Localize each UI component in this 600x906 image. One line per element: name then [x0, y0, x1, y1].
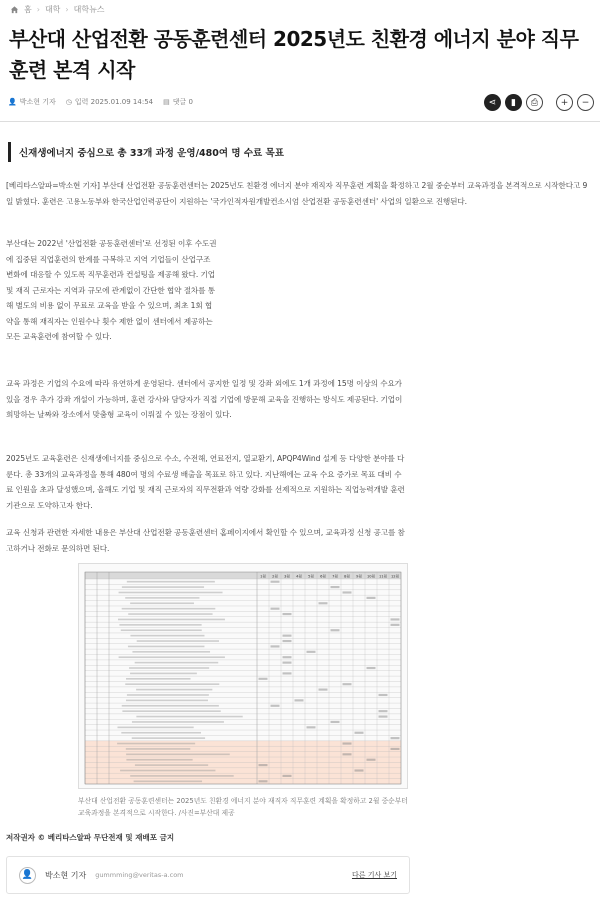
course-title-mark	[125, 683, 219, 685]
course-title-mark	[126, 759, 192, 761]
font-decrease-icon[interactable]: −	[577, 94, 594, 111]
article-paragraph: 교육 과정은 기업의 수요에 따라 유연하게 운영된다. 센터에서 공지한 일정 및 강좌 외에도 1개 과정에 15명 이상의 수요가 있을 경우 추가 강좌 개설이 가능하며, 훈련 강사와 담당자가 직접 기업에 방문해 교육을 진행하는 방식도 제공된다. 기업이 희망하는 날짜와 장소에서 맞춤형 교육이 이뤄질 수 있는 장점이 있다.	[6, 379, 403, 419]
meta-comments: 댓글 0	[172, 98, 193, 106]
breadcrumb	[10, 4, 105, 14]
course-title-mark	[132, 737, 205, 739]
more-articles-link[interactable]: 다른 기사 보기	[351, 871, 397, 879]
article-title: 부산대 산업전환 공동훈련센터 2025년도 친환경 에너지 분야 직무훈련 본격 시작	[9, 27, 579, 82]
course-title-mark	[130, 635, 204, 637]
schedule-cell	[355, 769, 364, 771]
course-title-mark	[126, 748, 190, 750]
schedule-cell	[259, 780, 268, 782]
course-title-mark	[121, 732, 201, 734]
schedule-cell	[331, 721, 340, 723]
course-title-mark	[125, 597, 199, 599]
schedule-cell	[295, 699, 304, 701]
article-paragraph: 교육 신청과 관련한 자세한 내용은 부산대 산업전환 공동훈련센터 홈페이지에서 확인할 수 있으며, 교육과정 신청 공고를 참고하거나 전화로 문의하면 된다.	[6, 528, 405, 553]
schedule-cell	[283, 656, 292, 658]
breadcrumb-subsection[interactable]: 대학뉴스	[73, 4, 105, 14]
image-caption: 부산대 산업전환 공동훈련센터는 2025년도 친환경 에너지 분야 재직자 직무훈련 계획을 확정하고 2월 중순부터 교육과정을 본격적으로 시작한다. /사진=부산대 제공	[78, 797, 408, 817]
schedule-cell	[283, 662, 292, 664]
course-title-mark	[122, 608, 216, 610]
clock-icon: ◷	[65, 98, 72, 106]
schedule-cell	[271, 705, 280, 707]
schedule-cell	[283, 775, 292, 777]
home-icon[interactable]	[10, 5, 19, 14]
course-title-mark	[134, 780, 202, 782]
course-title-mark	[121, 629, 202, 631]
schedule-cell	[331, 629, 340, 631]
article-paragraph: 부산대는 2022년 '산업전환 공동훈련센터'로 선정된 이후 수도권에 집중된 직업훈련의 한계를 극복하고 지역 기업들이 산업구조 변화에 대응할 수 있도록 직무훈련과 컨설팅을 제공해 왔다. 기업 및 재직 근로자는 지역과 규모에 관계없이 간단한 협약 절차를 통해 별도의 비용 없이 무료로 교육을 받을 수 있으며, 최초 1회 협약을 통해 재직자는 인원수나 횟수 제한 없이 센터에서 제공하는 모든 교육훈련에 참여할 수 있다.	[6, 239, 217, 341]
course-title-mark	[128, 646, 205, 648]
schedule-cell	[343, 683, 352, 685]
schedule-cell	[379, 715, 388, 717]
course-title-mark	[136, 689, 212, 691]
course-title-mark	[135, 662, 219, 664]
month-label: 11월	[378, 574, 388, 579]
schedule-cell	[343, 753, 352, 755]
month-label: 6월	[320, 574, 326, 579]
course-title-mark	[122, 710, 220, 712]
schedule-cell	[283, 635, 292, 637]
month-label: 1월	[260, 574, 266, 579]
schedule-cell	[307, 651, 316, 653]
course-title-mark	[118, 619, 225, 621]
schedule-cell	[343, 591, 352, 593]
month-label: 10월	[366, 574, 376, 579]
course-title-mark	[130, 673, 197, 675]
month-label: 9월	[356, 574, 362, 579]
month-label: 3월	[284, 574, 290, 579]
schedule-cell	[331, 586, 340, 588]
schedule-cell	[271, 581, 280, 583]
schedule-cell	[283, 672, 292, 674]
meta-author: 박소현 기자	[19, 98, 56, 106]
schedule-cell	[259, 678, 268, 680]
course-title-mark	[119, 592, 223, 594]
breadcrumb-home[interactable]: 홈	[24, 4, 32, 14]
course-title-mark	[120, 770, 215, 772]
course-title-mark	[130, 602, 194, 604]
course-title-mark	[122, 586, 204, 588]
article-meta	[8, 97, 193, 107]
training-schedule-table	[79, 564, 408, 789]
schedule-cell	[391, 748, 400, 750]
user-icon: 👤	[8, 98, 17, 106]
month-label: 5월	[308, 574, 314, 579]
course-title-mark	[128, 613, 212, 615]
schedule-cell	[355, 732, 364, 734]
article-toolbar	[484, 94, 594, 111]
author-email: gummming@veritas-a.com	[95, 871, 184, 879]
schedule-cell	[343, 742, 352, 744]
course-title-mark	[117, 727, 193, 729]
course-title-mark	[135, 764, 208, 766]
table-header	[85, 572, 401, 579]
schedule-cell	[271, 645, 280, 647]
schedule-cell	[319, 689, 328, 691]
month-label: 12월	[390, 574, 400, 579]
course-title-mark	[130, 775, 233, 777]
avatar-icon: 👤	[19, 867, 36, 884]
month-label: 8월	[344, 574, 350, 579]
print-icon[interactable]: ⎙	[526, 94, 543, 111]
breadcrumb-section[interactable]: 대학	[44, 4, 61, 14]
copyright-notice: 저작권자 © 베리타스알파 무단전재 및 재배포 금지	[6, 833, 175, 842]
course-title-mark	[119, 624, 201, 626]
schedule-cell	[367, 759, 376, 761]
article-image[interactable]	[78, 563, 408, 789]
course-title-mark	[122, 705, 219, 707]
meta-date: 입력 2025.01.09 14:54	[74, 98, 154, 106]
course-title-mark	[136, 716, 242, 718]
schedule-cell	[271, 608, 280, 610]
schedule-cell	[391, 618, 400, 620]
schedule-cell	[283, 640, 292, 642]
schedule-cell	[307, 726, 316, 728]
schedule-cell	[367, 667, 376, 669]
schedule-cell	[379, 694, 388, 696]
author-name: 박소현 기자	[45, 870, 87, 880]
schedule-cell	[379, 710, 388, 712]
schedule-cell	[391, 737, 400, 739]
schedule-cell	[391, 624, 400, 626]
course-title-mark	[117, 743, 195, 745]
comment-icon: ▤	[163, 98, 170, 106]
schedule-cell	[319, 602, 328, 604]
course-title-mark	[127, 581, 215, 583]
month-label: 7월	[332, 574, 338, 579]
share-icon[interactable]: ⋖	[484, 94, 501, 111]
course-title-mark	[127, 694, 209, 696]
course-title-mark	[126, 678, 191, 680]
course-title-mark	[132, 651, 210, 653]
course-title-mark	[132, 721, 224, 723]
course-title-mark	[137, 640, 219, 642]
month-label: 2월	[272, 574, 278, 579]
article-paragraph: 2025년도 교육훈련은 신재생에너지를 중심으로 수소, 수전해, 연료전지, 열교환기, APQP4Wind 설계 등 다양한 분야를 다룬다. 총 33개의 교육과정을 통해 480여 명의 수료생 배출을 목표로 하고 있다. 지난해에는 교육 수요 증가로 목표 대비 수료 인원을 초과 달성했으며, 올해도 기업 및 재직 근로자의 직무전환과 역량 강화를 선제적으로 지원하는 직업능력개발 훈련기관으로 도약하고자 한다.	[6, 454, 405, 510]
schedule-cell	[259, 764, 268, 766]
schedule-cell	[283, 613, 292, 615]
course-title-mark	[126, 754, 230, 756]
divider	[0, 121, 600, 122]
bookmark-icon[interactable]: ▮	[505, 94, 522, 111]
course-title-mark	[129, 667, 209, 669]
breadcrumb-separator: ›	[36, 4, 40, 14]
breadcrumb-separator: ›	[65, 4, 69, 14]
month-label: 4월	[296, 574, 302, 579]
font-increase-icon[interactable]: +	[556, 94, 573, 111]
author-box	[6, 856, 410, 894]
course-title-mark	[119, 656, 225, 658]
article-paragraph: [베리타스알파=박소현 기자] 부산대 산업전환 공동훈련센터는 2025년도 친환경 에너지 분야 재직자 직무훈련 계획을 확정하고 2월 중순부터 교육과정을 본격적으로 시작한다고 9일 밝혔다. 훈련은 고용노동부와 한국산업인력공단이 지원하는 '국가인적자원개발컨소시엄 산업전환 공동훈련센터' 사업의 일환으로 진행된다.	[6, 181, 588, 206]
schedule-cell	[367, 597, 376, 599]
course-title-mark	[126, 700, 208, 702]
article-subtitle: 신재생에너지 중심으로 총 33개 과정 운영/480여 명 수료 목표	[8, 142, 592, 162]
